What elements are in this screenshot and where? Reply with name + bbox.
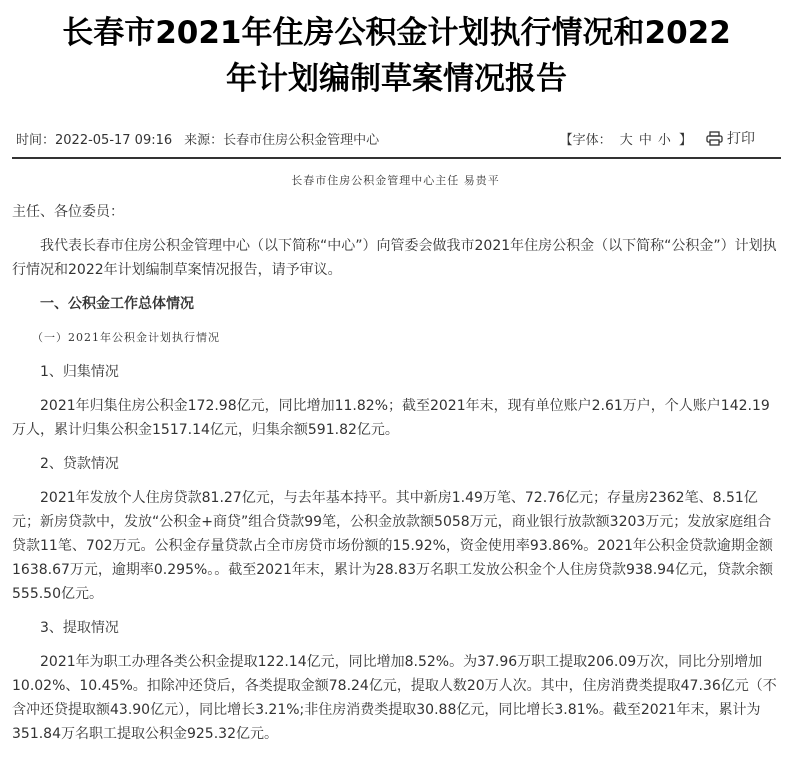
heading-withdrawals: 3、提取情况 bbox=[40, 620, 119, 636]
printer-icon bbox=[706, 131, 723, 146]
print-label: 打印 bbox=[727, 131, 755, 147]
heading-section-1: 一、公积金工作总体情况 bbox=[40, 296, 194, 312]
publish-time: 时间：2022-05-17 09:16 bbox=[16, 132, 173, 148]
font-size-control bbox=[560, 129, 692, 148]
paragraph-intro: 我代表长春市住房公积金管理中心（以下简称“中心”）向管委会做我市2021年住房公积金（以下简称“公积金”）计划执行情况和2022年计划编制草案情况报告，请予审议。 bbox=[12, 238, 777, 278]
article-source: 来源：长春市住房公积金管理中心 bbox=[184, 132, 380, 148]
title-line-2: 年计划编制草案情况报告 bbox=[226, 61, 567, 97]
font-size-bracket: 】 bbox=[678, 132, 692, 148]
font-size-medium-button[interactable]: 中 bbox=[638, 132, 652, 148]
paragraph-salutation: 主任、各位委员： bbox=[12, 204, 124, 220]
meta-info bbox=[12, 129, 379, 148]
article-author: 长春市住房公积金管理中心主任 易贵平 bbox=[291, 174, 500, 187]
heading-subsection-1: （一）2021年公积金计划执行情况 bbox=[32, 331, 220, 344]
paragraph-collection: 2021年归集住房公积金172.98亿元，同比增加11.82%；截至2021年末，现有单位账户2.61万户，个人账户142.19万人，累计归集公积金1517.14亿元，归集余额591.82亿元。 bbox=[12, 398, 770, 438]
meta-actions bbox=[560, 128, 781, 148]
print-button[interactable] bbox=[706, 128, 755, 148]
paragraph-withdrawals: 2021年为职工办理各类公积金提取122.14亿元，同比增加8.52%。为37.96万职工提取206.09万次，同比分别增加10.02%、10.45%。扣除冲还贷后，各类提取金额78.24亿元，提取人数20万人次。其中，住房消费类提取47.36亿元（不含冲还贷提取额43.90亿元），同比增长3.21%;非住房消费类提取30.88亿元，同比增长3.81%。截至2021年末，累计为351.84万名职工提取公积金925.32亿元。 bbox=[12, 654, 777, 742]
paragraph-loans: 2021年发放个人住房贷款81.27亿元，与去年基本持平。其中新房1.49万笔、72.76亿元；存量房2362笔、8.51亿元；新房贷款中，发放“公积金+商贷”组合贷款99笔，公积金放款额5058万元，商业银行放款额3203万元；发放家庭组合贷款11笔、702万元。公积金存量贷款占全市房贷市场份额的15.92%，资金使用率93.86%。2021年公积金贷款逾期金额1638.67万元，逾期率0.295%。。截至2021年末，累计为28.83万名职工发放公积金个人住房贷款938.94亿元，贷款余额555.50亿元。 bbox=[12, 490, 773, 602]
article-body bbox=[12, 172, 779, 746]
heading-collection: 1、归集情况 bbox=[40, 364, 119, 380]
article-title bbox=[0, 0, 793, 102]
title-line-1: 长春市2021年住房公积金计划执行情况和2022 bbox=[62, 15, 731, 51]
font-size-small-button[interactable]: 小 bbox=[657, 132, 671, 148]
heading-loans: 2、贷款情况 bbox=[40, 456, 119, 472]
font-size-large-button[interactable]: 大 bbox=[619, 132, 633, 148]
article-meta-bar bbox=[12, 119, 781, 159]
font-size-label: 【字体： bbox=[559, 132, 612, 148]
